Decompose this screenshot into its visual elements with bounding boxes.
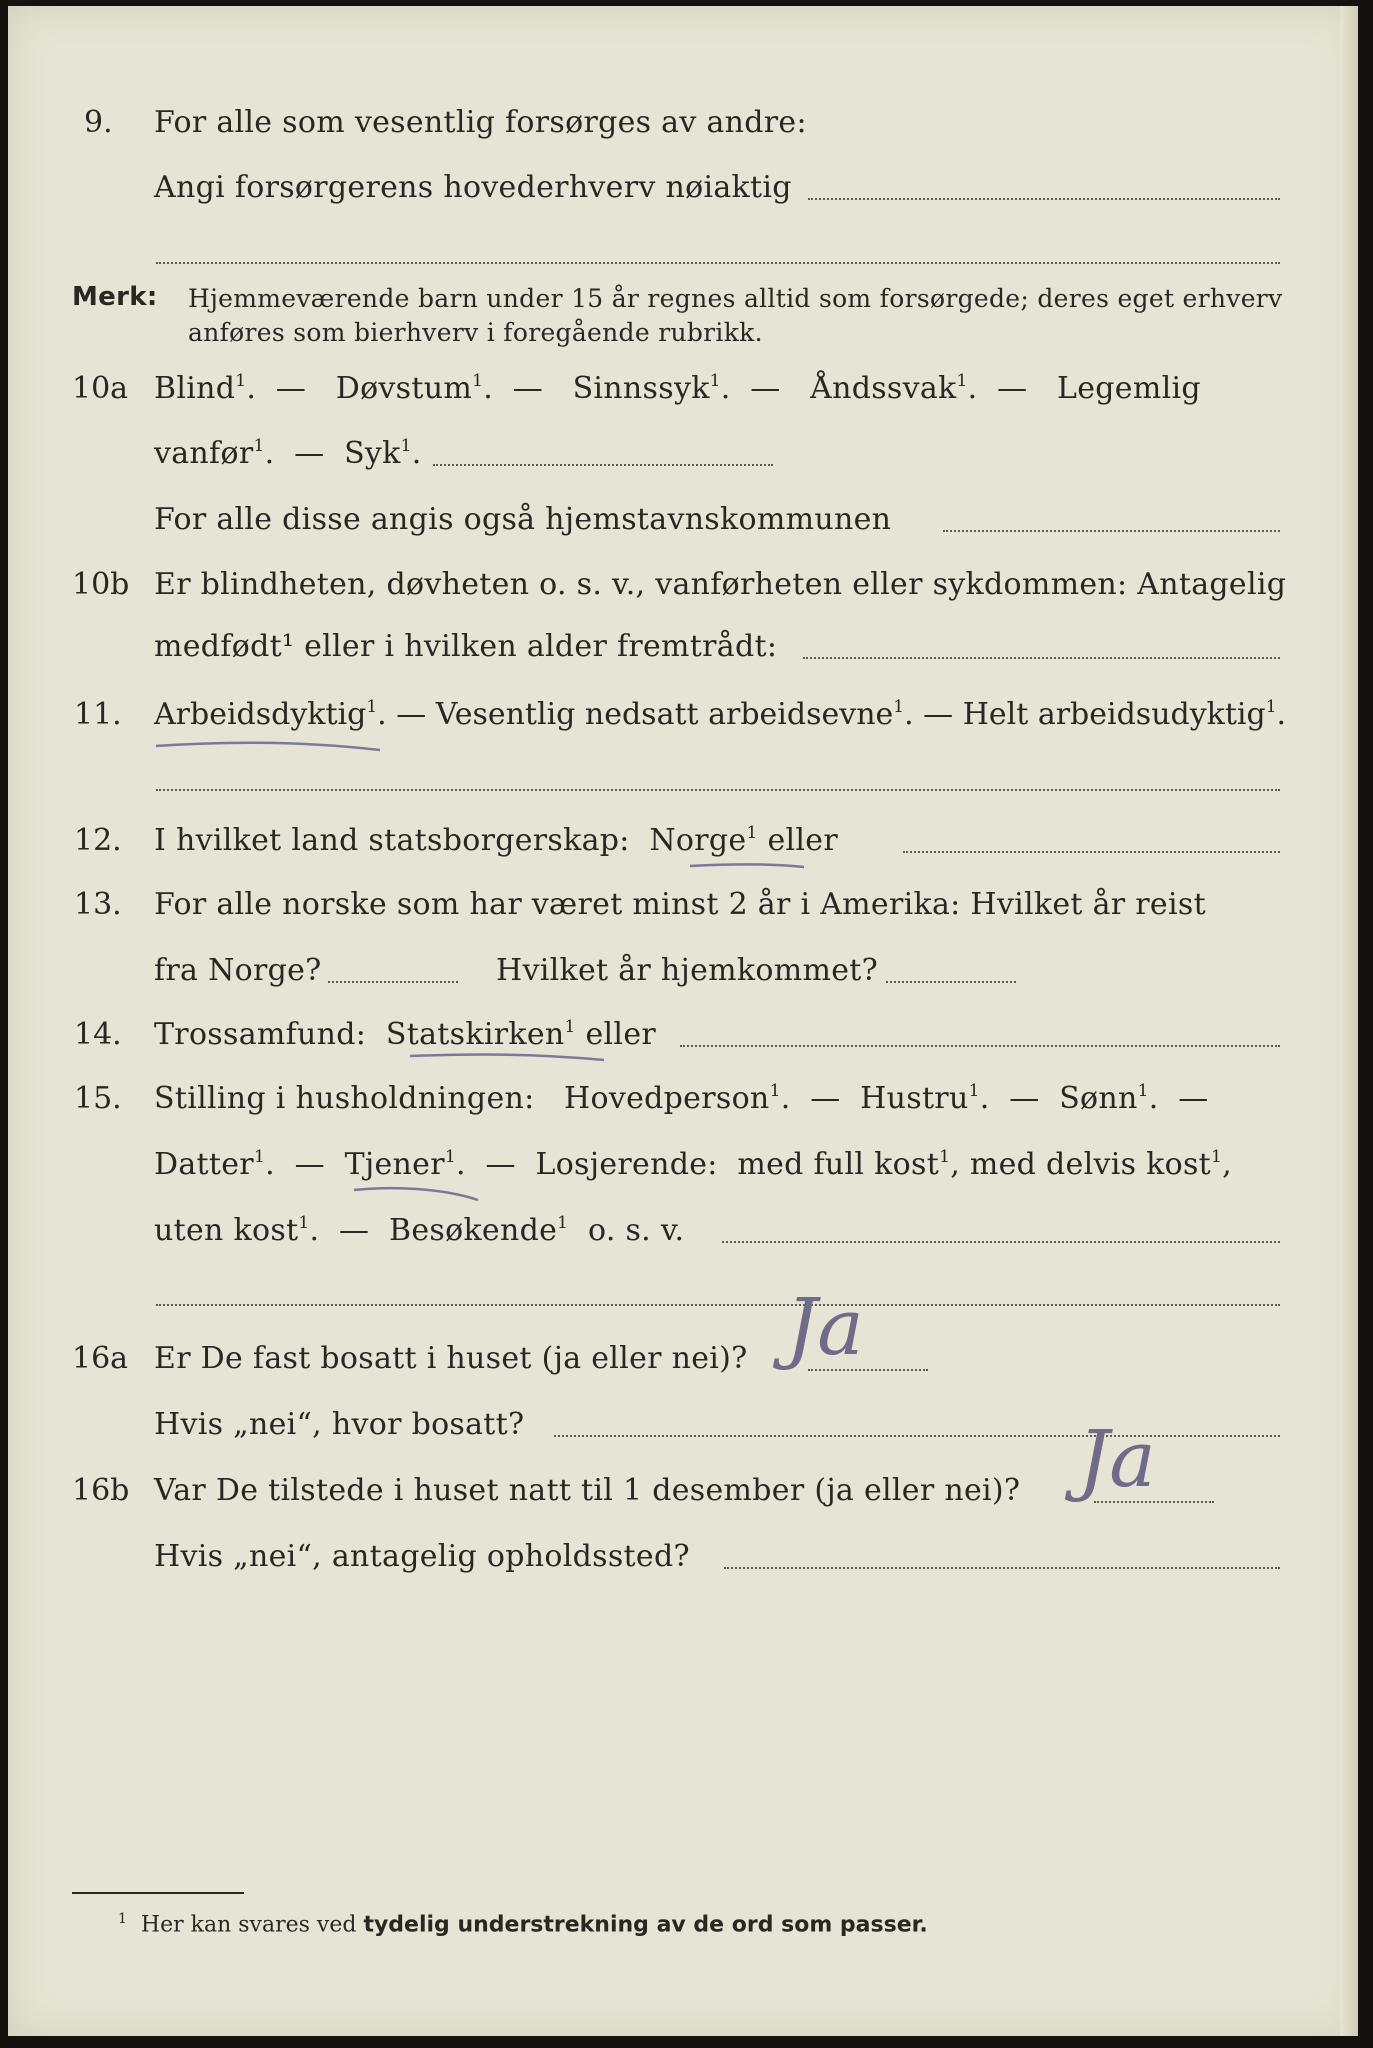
q10a-line1: Blind$^1$. — Døvstum$^1$. — Sinnssyk$^1$. — Åndssvak$^1$. — Legemlig [154,371,1201,406]
q10a-andssvak: Åndssvak [810,371,957,406]
q15-handwritten-underline [352,1182,482,1206]
footnote: $^1$ Her kan svares ved tydelig understrekning av de ord som passer. [118,1911,928,1938]
q15-number: 15. [74,1081,122,1116]
q12-answer-line[interactable] [903,851,1280,853]
q9-number: 9. [84,105,113,140]
q9-line1: For alle som vesentlig forsørges av andre: [154,105,807,140]
q10a-sinnssyk: Sinnssyk [572,371,710,406]
page-edge [1340,6,1358,2036]
q15-tjener: Tjener [344,1147,445,1182]
q16b-line2: Hvis „nei“, antagelig opholdssted? [154,1539,690,1574]
q12-norge: Norge [649,823,747,858]
q9-answer-line[interactable] [808,198,1280,200]
q15-answer-line[interactable] [722,1241,1280,1243]
q15-line1: Stilling i husholdningen: Hovedperson$^1$. — Hustru$^1$. — Sønn$^1$. — [154,1081,1209,1116]
merk-line1: Hjemmeværende barn under 15 år regnes alltid som forsørgede; deres eget erhverv [188,284,1283,313]
q9-line2: Angi forsørgerens hovederhverv nøiaktig [154,170,792,205]
q16b-number: 16b [72,1473,130,1508]
q10b-answer-line[interactable] [803,657,1280,659]
q10b-line1: Er blindheten, døvheten o. s. v., vanførheten eller sykdommen: Antagelig [154,567,1287,602]
q11-number: 11. [74,697,122,732]
q12-handwritten-underline [688,858,808,874]
q14-answer-line[interactable] [680,1045,1280,1047]
q16a-line2: Hvis „nei“, hvor bosatt? [154,1407,525,1442]
q10a-kommune-line[interactable] [943,530,1280,532]
q9-answer-line-2[interactable] [156,262,1280,264]
merk-label: Merk: [72,282,158,312]
q16b-handwritten-answer: Ja [1078,1415,1156,1505]
q14-number: 14. [74,1017,122,1052]
q13-reist-line[interactable] [328,981,458,983]
merk-line2: anføres som bierhverv i foregående rubrikk. [188,318,763,347]
q16a-handwritten-answer: Ja [786,1283,864,1373]
q10a-legemlig: Legemlig [1056,371,1201,406]
q10b-line2: medfødt¹ eller i hvilken alder fremtrådt: [154,629,778,664]
q14-handwritten-underline [408,1046,608,1068]
q10a-blind: Blind [154,371,236,406]
q14-line1: Trossamfund: Statskirken$^1$ eller [154,1017,657,1052]
q16a-line1: Er De fast bosatt i huset (ja eller nei)? [154,1341,748,1376]
q16b-line1: Var De tilstede i huset natt til 1 desember (ja eller nei)? [154,1473,1021,1508]
q16a-bosatt-line[interactable] [554,1435,1280,1437]
q11-nedsatt: Vesentlig nedsatt arbeidsevne [435,697,894,732]
q12-line1: I hvilket land statsborgerskap: Norge$^1$ eller [154,823,839,858]
footnote-rule [72,1892,244,1894]
q15-line3: uten kost$^1$. — Besøkende$^1$ o. s. v. [154,1213,685,1248]
q11-handwritten-underline [154,734,384,758]
q16b-opholdssted-line[interactable] [724,1567,1280,1569]
q15-line2: Datter$^1$. — Tjener$^1$. — Losjerende: med full kost$^1$, med delvis kost$^1$, [154,1147,1233,1182]
q10a-answer-line[interactable] [433,464,773,466]
q16a-number: 16a [72,1341,129,1376]
q13-hjemkommet: Hvilket år hjemkommet? [496,953,879,988]
q15-answer-line-2[interactable] [156,1304,1280,1306]
q14-statskirken: Statskirken [385,1017,565,1052]
q11-line1: Arbeidsdyktig$^1$. — Vesentlig nedsatt arbeidsevne$^1$. — Helt arbeidsudyktig$^1$. [154,697,1287,732]
q10b-number: 10b [72,567,130,602]
q13-line1: For alle norske som har været minst 2 år i Amerika: Hvilket år reist [154,887,1206,922]
q10a-line2: vanfør$^1$. — Syk$^1$. [154,436,422,471]
q13-fra-norge: fra Norge? [154,953,322,988]
q13-number: 13. [74,887,122,922]
q11-udyktig: Helt arbeidsudyktig [962,697,1266,732]
q10a-line3: For alle disse angis også hjemstavnskommunen [154,502,892,537]
q12-number: 12. [74,823,122,858]
q10a-dovstum: Døvstum [335,371,473,406]
q10a-number: 10a [72,371,129,406]
q11-answer-line[interactable] [156,789,1280,791]
census-form-page [8,6,1358,2036]
q13-hjemkommet-line[interactable] [886,981,1016,983]
q11-arbeidsdyktig: Arbeidsdyktig [154,697,367,732]
